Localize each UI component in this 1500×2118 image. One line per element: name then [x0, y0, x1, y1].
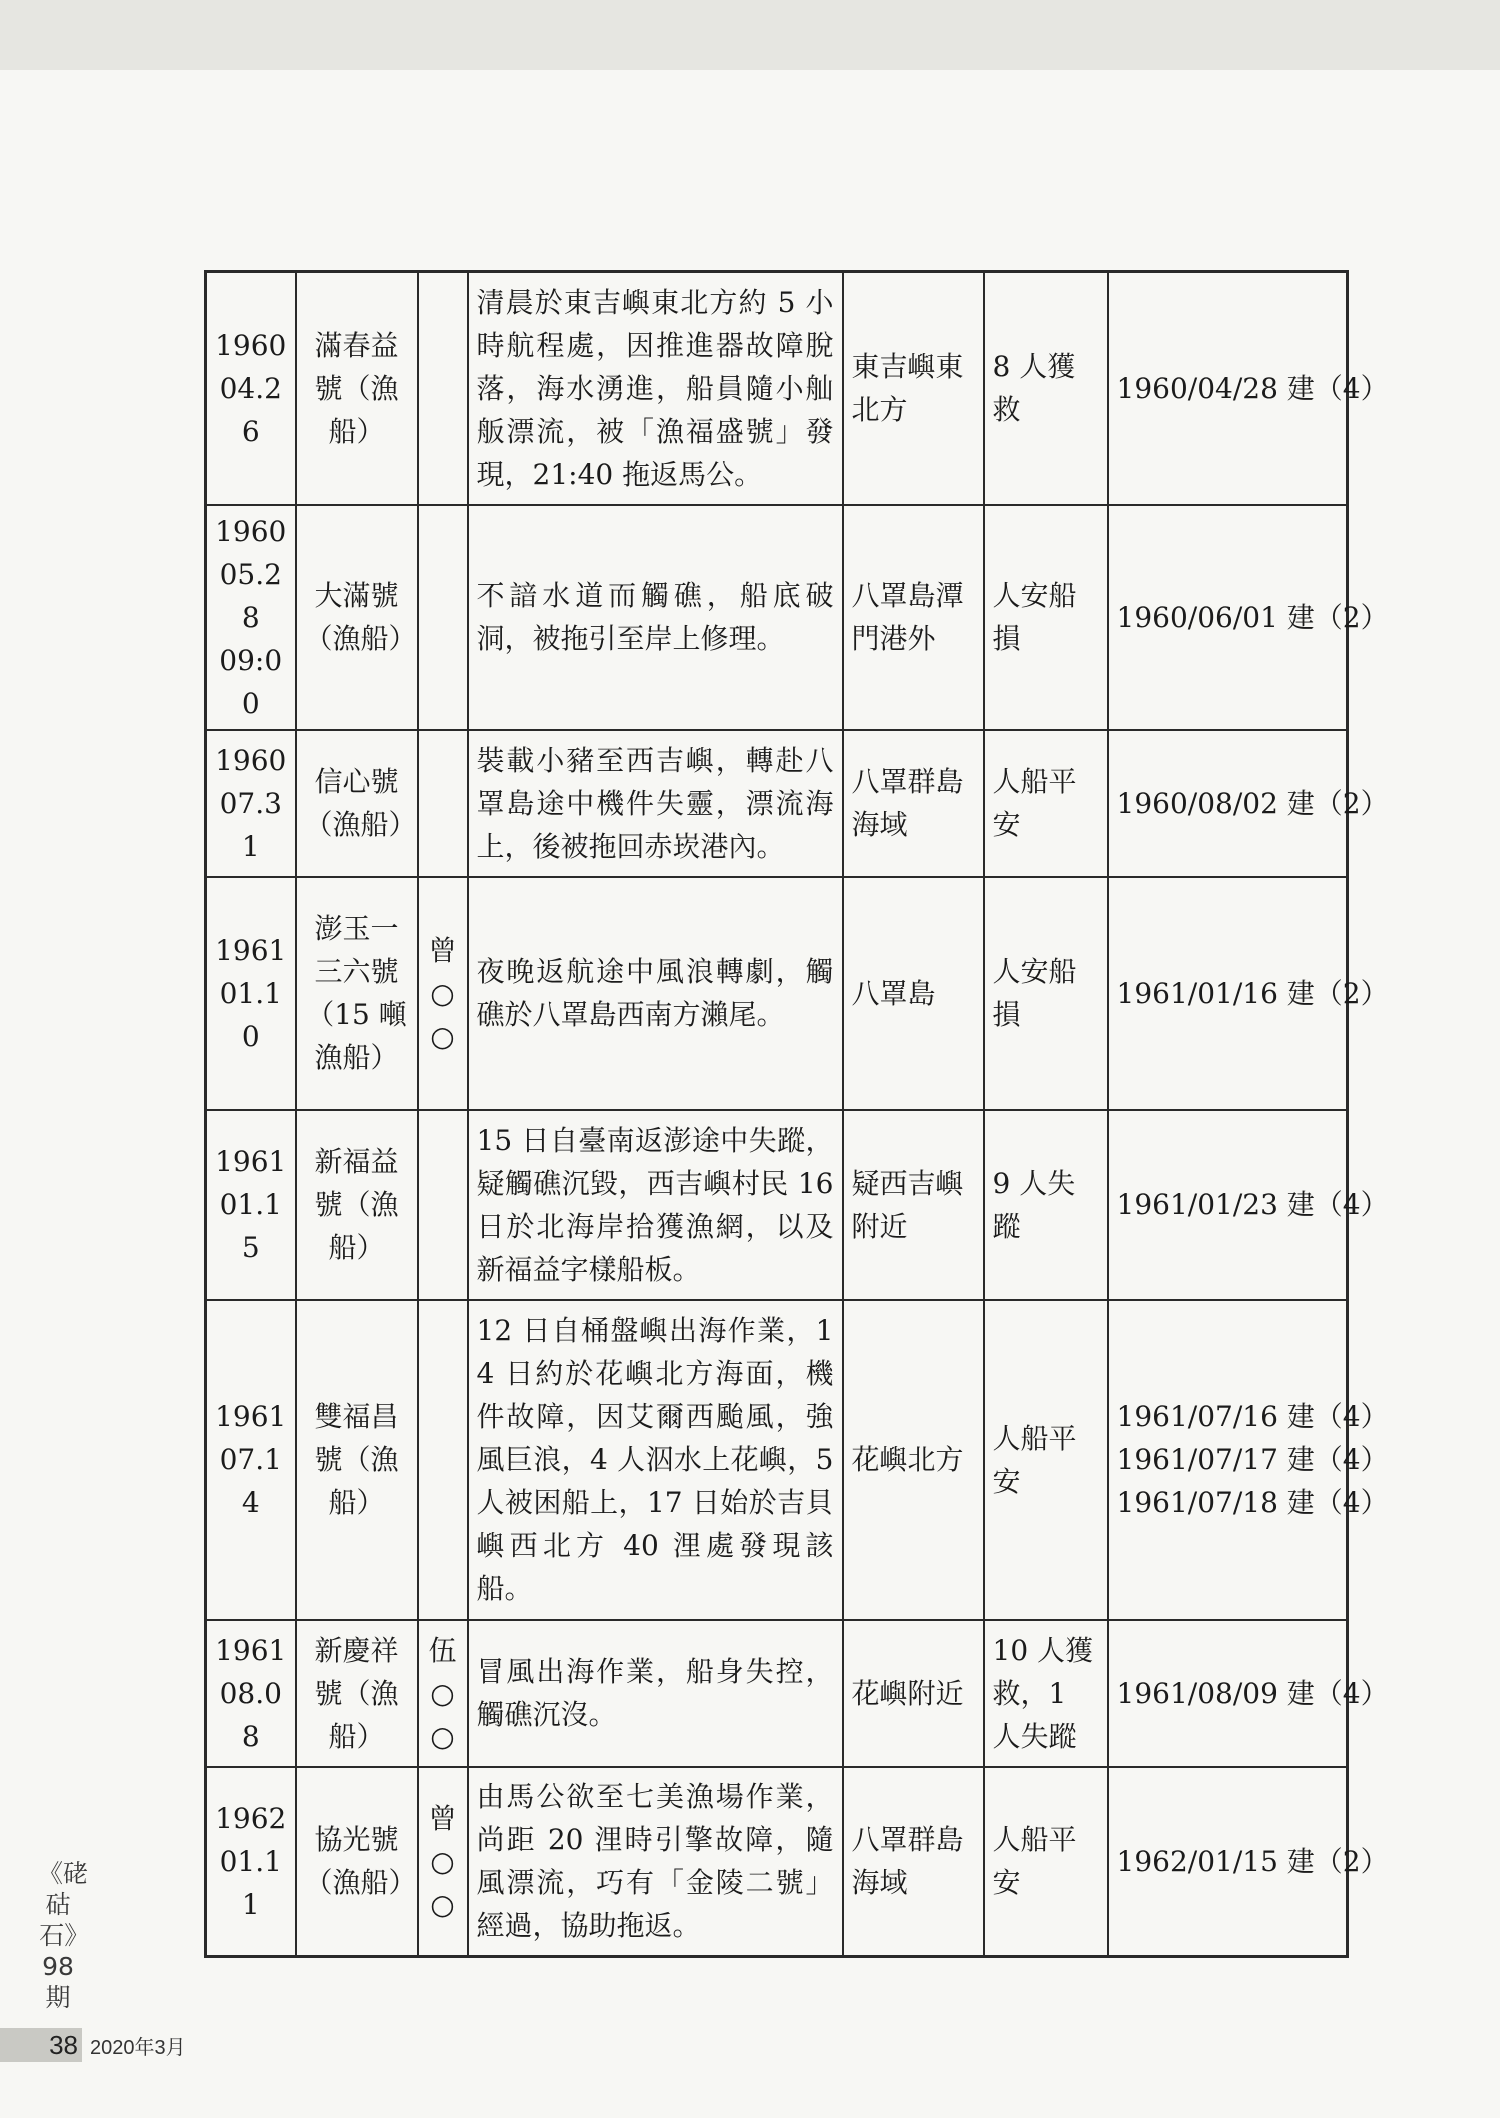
ship-cell: 新福益號（漁船）: [296, 1110, 418, 1300]
result-cell: 人船平安: [984, 1300, 1108, 1620]
source-line: 1961/07/18 建（4）: [1116, 1486, 1389, 1519]
source-line: 1961/01/23 建（4）: [1116, 1188, 1389, 1221]
source-cell: [1108, 1110, 1389, 1300]
source-line: 1960/04/28 建（4）: [1116, 371, 1389, 405]
event-cell: 由馬公欲至七美漁場作業，尚距 20 浬時引擎故障，隨風漂流，巧有「金陵二號」經過，協助拖返。: [468, 1767, 843, 1957]
journal-title: 《硓𥑮石》98期: [38, 1859, 89, 2012]
person-cell: 曾○○: [418, 877, 468, 1110]
table-row: [206, 272, 1348, 505]
event-cell: 清晨於東吉嶼東北方約 5 小時航程處，因推進器故障脫落，海水湧進，船員隨小舢舨漂流，被「漁福盛號」發現，21:40 拖返馬公。: [468, 272, 843, 505]
source-line: 1961/01/16 建（2）: [1116, 976, 1389, 1010]
issue-date: 2020年3月: [90, 2036, 186, 2059]
result-cell: 人安船損: [984, 505, 1108, 730]
source-cell: [1108, 1620, 1389, 1767]
event-cell: 冒風出海作業，船身失控，觸礁沉沒。: [468, 1620, 843, 1767]
person-cell: 伍○○: [418, 1620, 468, 1767]
scan-top-band: [0, 0, 1500, 70]
result-cell: 人安船損: [984, 877, 1108, 1110]
place-cell: 東吉嶼東北方: [843, 272, 984, 505]
event-cell: 15 日自臺南返澎途中失蹤，疑觸礁沉毀，西吉嶼村民 16 日於北海岸拾獲漁網，以及新福益字樣船板。: [468, 1110, 843, 1300]
date-cell: 1960 07.31: [206, 730, 296, 877]
date-cell: 1960 04.26: [206, 272, 296, 505]
source-line: 1962/01/15 建（2）: [1116, 1844, 1389, 1878]
person-cell: [418, 505, 468, 730]
date-cell: 1960 05.28 09:00: [206, 505, 296, 730]
event-cell: 不諳水道而觸礁，船底破洞，被拖引至岸上修理。: [468, 505, 843, 730]
ship-cell: 滿春益號（漁船）: [296, 272, 418, 505]
source-cell: [1108, 730, 1389, 877]
date-cell: 1961 08.08: [206, 1620, 296, 1767]
ship-cell: 澎玉一三六號（15 噸漁船）: [296, 877, 418, 1110]
result-cell: 9 人失蹤: [984, 1110, 1108, 1300]
event-cell: 裝載小豬至西吉嶼，轉赴八罩島途中機件失靈，漂流海上，後被拖回赤崁港內。: [468, 730, 843, 877]
source-line: 1960/08/02 建（2）: [1116, 786, 1389, 820]
event-cell: 夜晚返航途中風浪轉劇，觸礁於八罩島西南方瀨尾。: [468, 877, 843, 1110]
table-row: [206, 1110, 1348, 1300]
page-footer: [0, 2028, 186, 2062]
place-cell: 八罩群島海域: [843, 730, 984, 877]
person-cell: 曾○○: [418, 1767, 468, 1957]
source-line: 1961/08/09 建（4）: [1116, 1676, 1389, 1710]
person-cell: [418, 1300, 468, 1620]
ship-cell: 新慶祥號（漁船）: [296, 1620, 418, 1767]
source-cell: [1108, 1767, 1389, 1957]
date-cell: 1961 01.10: [206, 877, 296, 1110]
source-line: 1961/07/16 建（4）: [1116, 1400, 1389, 1433]
event-cell: 12 日自桶盤嶼出海作業，14 日約於花嶼北方海面，機件故障，因艾爾西颱風，強風巨浪，4 人泅水上花嶼，5 人被困船上，17 日始於吉貝嶼西北方 40 浬處發現該船。: [468, 1300, 843, 1620]
result-cell: 8 人獲救: [984, 272, 1108, 505]
result-cell: 10 人獲救，1 人失蹤: [984, 1620, 1108, 1767]
table-row: [206, 1767, 1348, 1957]
ship-cell: 協光號（漁船）: [296, 1767, 418, 1957]
ship-cell: 大滿號（漁船）: [296, 505, 418, 730]
person-cell: [418, 730, 468, 877]
source-cell: [1108, 505, 1389, 730]
place-cell: 疑西吉嶼附近: [843, 1110, 984, 1300]
source-cell: [1108, 1300, 1389, 1620]
source-line: 1961/07/17 建（4）: [1116, 1443, 1389, 1476]
table-row: [206, 1300, 1348, 1620]
source-cell: [1108, 272, 1389, 505]
place-cell: 八罩島潭門港外: [843, 505, 984, 730]
person-cell: [418, 272, 468, 505]
table-row: [206, 1620, 1348, 1767]
page-number: 38: [0, 2028, 82, 2062]
place-cell: 八罩島: [843, 877, 984, 1110]
shipwreck-records-table: [204, 270, 1389, 1958]
table-row: [206, 730, 1348, 877]
person-cell: [418, 1110, 468, 1300]
source-line: 1960/06/01 建（2）: [1116, 600, 1389, 634]
date-cell: 1961 01.15: [206, 1110, 296, 1300]
result-cell: 人船平安: [984, 730, 1108, 877]
date-cell: 1961 07.14: [206, 1300, 296, 1620]
table-row: [206, 505, 1348, 730]
place-cell: 八罩群島海域: [843, 1767, 984, 1957]
result-cell: 人船平安: [984, 1767, 1108, 1957]
source-cell: [1108, 877, 1389, 1110]
table-row: [206, 877, 1348, 1110]
place-cell: 花嶼附近: [843, 1620, 984, 1767]
ship-cell: 雙福昌號（漁船）: [296, 1300, 418, 1620]
place-cell: 花嶼北方: [843, 1300, 984, 1620]
date-cell: 1962 01.11: [206, 1767, 296, 1957]
ship-cell: 信心號（漁船）: [296, 730, 418, 877]
